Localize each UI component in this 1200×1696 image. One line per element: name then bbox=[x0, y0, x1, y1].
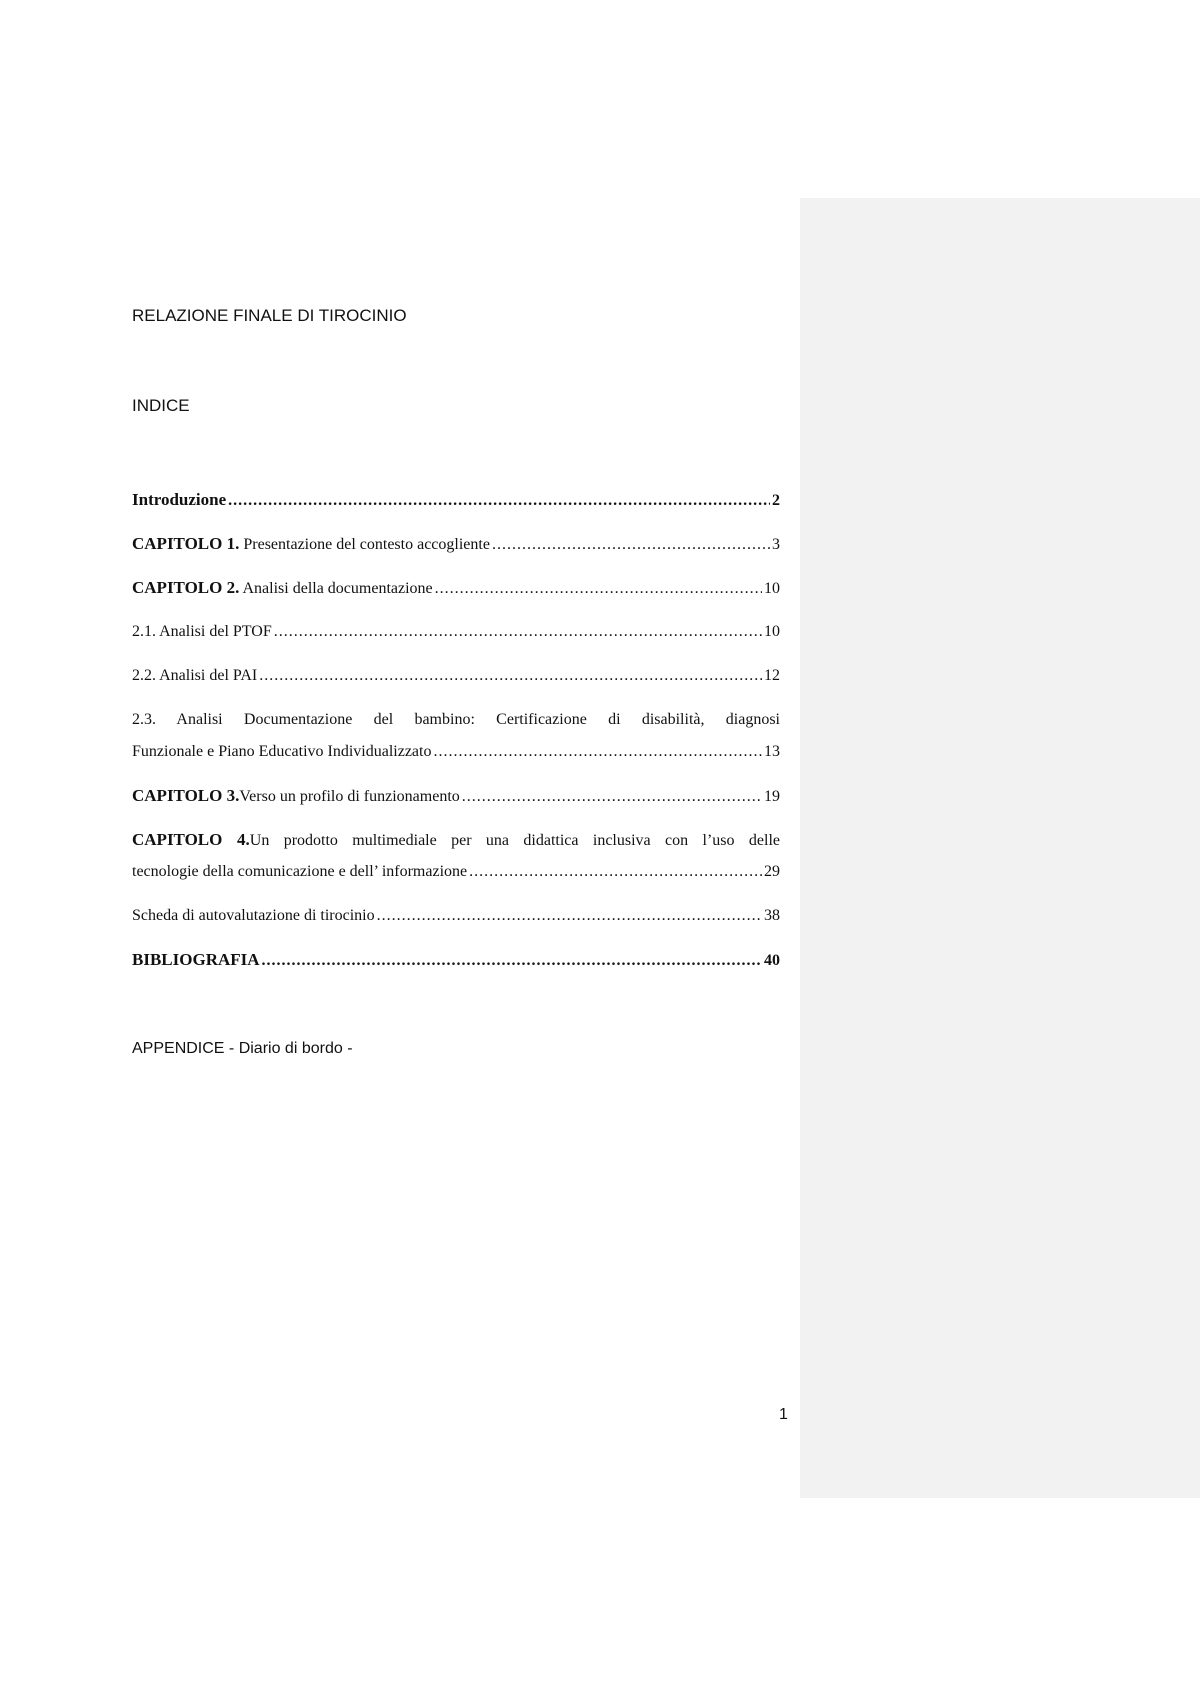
toc-page-number: 19 bbox=[764, 788, 780, 805]
toc-entry-capitolo-4[interactable] bbox=[132, 824, 780, 888]
chapter-title: Analisi della documentazione bbox=[239, 580, 433, 597]
toc-page-number: 38 bbox=[764, 907, 780, 924]
toc-entry-label: 2.2. Analisi del PAI bbox=[132, 667, 258, 684]
toc-leader bbox=[259, 660, 762, 692]
index-heading: INDICE bbox=[132, 396, 190, 415]
toc-leader bbox=[435, 573, 762, 605]
toc-leader bbox=[469, 856, 762, 888]
toc-entry-introduzione[interactable] bbox=[132, 484, 780, 516]
toc-leader bbox=[433, 736, 762, 768]
chapter-prefix: CAPITOLO 1. bbox=[132, 534, 240, 553]
toc-leader bbox=[228, 485, 770, 517]
toc-entry-label bbox=[132, 780, 460, 813]
toc-entry-2-1[interactable] bbox=[132, 616, 780, 648]
chapter-prefix: CAPITOLO 2. bbox=[132, 578, 240, 597]
chapter-title: Verso un profilo di funzionamento bbox=[239, 788, 460, 805]
page-number: 1 bbox=[779, 1406, 788, 1423]
toc-leader bbox=[262, 945, 762, 977]
toc-entry-label: Introduzione bbox=[132, 490, 227, 509]
toc-entry-label bbox=[132, 528, 490, 561]
toc-entry-capitolo-1[interactable] bbox=[132, 528, 780, 560]
toc-entry-label-line-2: tecnologie della comunicazione e dell’ informazione bbox=[132, 863, 468, 880]
document-title: RELAZIONE FINALE DI TIROCINIO bbox=[132, 306, 407, 325]
toc-entry-capitolo-3[interactable] bbox=[132, 780, 780, 812]
toc-entry-label-line-2: Funzionale e Piano Educativo Individualizzato bbox=[132, 743, 432, 760]
chapter-title: Presentazione del contesto accogliente bbox=[239, 536, 490, 553]
toc-leader bbox=[492, 529, 770, 561]
toc-entry-2-2[interactable] bbox=[132, 660, 780, 692]
toc-leader bbox=[462, 781, 762, 813]
appendix-heading: APPENDICE - Diario di bordo - bbox=[132, 1040, 353, 1057]
toc-page-number: 12 bbox=[764, 667, 780, 684]
toc-page-number: 3 bbox=[772, 536, 780, 553]
toc-entry-label-line-1 bbox=[132, 824, 780, 856]
toc-entry-label: Scheda di autovalutazione di tirocinio bbox=[132, 907, 375, 924]
toc-entry-label: 2.1. Analisi del PTOF bbox=[132, 623, 272, 640]
toc-page-number: 2 bbox=[772, 492, 780, 509]
toc-entry-capitolo-2[interactable] bbox=[132, 572, 780, 604]
toc-entry-bibliografia[interactable] bbox=[132, 944, 780, 976]
toc-entry-2-3[interactable] bbox=[132, 704, 780, 768]
toc-page-number: 40 bbox=[764, 952, 780, 969]
toc-leader bbox=[377, 900, 762, 932]
toc-entry-label: BIBLIOGRAFIA bbox=[132, 950, 260, 969]
toc-page-number: 13 bbox=[764, 743, 780, 760]
chapter-prefix: CAPITOLO 4. bbox=[132, 830, 250, 849]
chapter-title: Un prodotto multimediale per una didattica inclusiva con l’uso delle bbox=[249, 832, 780, 849]
chapter-prefix: CAPITOLO 3. bbox=[132, 786, 240, 805]
table-of-contents bbox=[132, 484, 780, 988]
toc-page-number: 10 bbox=[764, 623, 780, 640]
toc-page-number: 29 bbox=[764, 863, 780, 880]
toc-page-number: 10 bbox=[764, 580, 780, 597]
toc-entry-label bbox=[132, 572, 433, 605]
toc-entry-label-line-1: 2.3. Analisi Documentazione del bambino: Certificazione di disabilità, diagnosi bbox=[132, 711, 780, 728]
toc-leader bbox=[274, 616, 762, 648]
comment-pane bbox=[800, 198, 1200, 1498]
toc-entry-scheda[interactable] bbox=[132, 900, 780, 932]
